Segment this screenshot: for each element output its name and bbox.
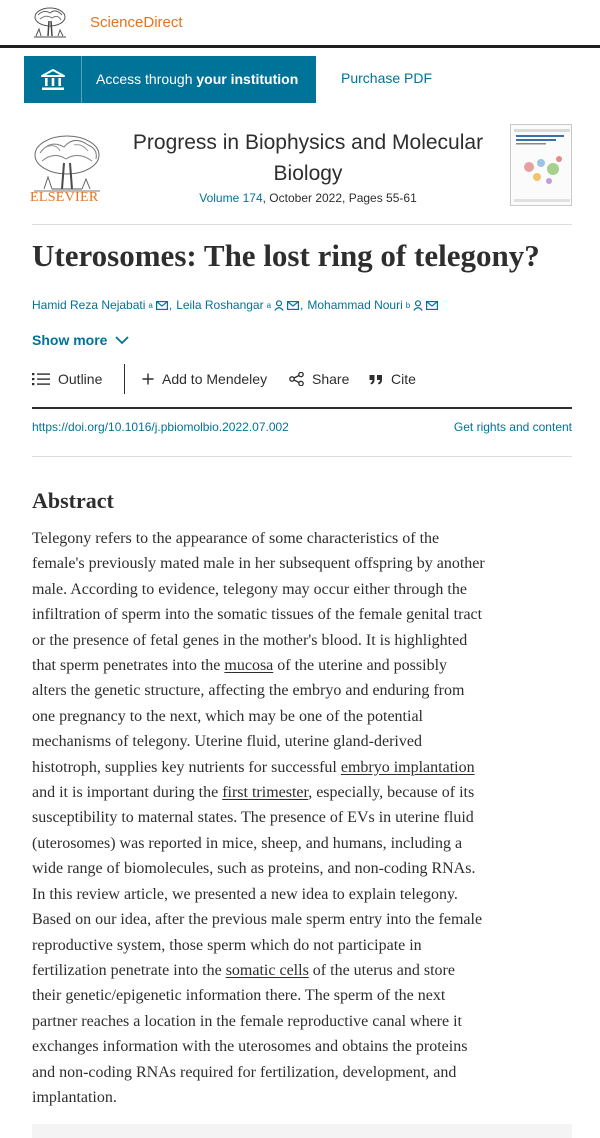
glossary-term-link[interactable]: embryo implantation: [340, 758, 475, 776]
person-icon[interactable]: [274, 300, 284, 311]
share-icon: [289, 372, 304, 386]
site-header: [0, 0, 600, 46]
sciencedirect-brand[interactable]: ScienceDirect: [90, 14, 183, 31]
abstract-line: male. According to evidence, telegony may occur either through the: [32, 580, 467, 598]
abstract-line: fertilization penetrate into the somatic cells of the uterus and store: [32, 961, 455, 979]
abstract-line: alters the genetic structure, affecting the embryo and enduring from: [32, 682, 465, 700]
abstract-line: Telegony refers to the appearance of some characteristics of the: [32, 530, 440, 547]
toolbar-bottom-rule: [32, 407, 572, 409]
person-icon[interactable]: [413, 300, 423, 311]
cite-button[interactable]: Cite: [369, 371, 416, 387]
journal-title[interactable]: Progress in Biophysics and Molecular Biology: [132, 131, 484, 185]
show-more-button[interactable]: Show more: [32, 332, 129, 348]
author-link[interactable]: Leila Roshangar a: [176, 298, 299, 312]
institution-icon: [24, 56, 82, 103]
abstract-line: partner reaches a location in the female reproductive canal where it: [32, 1012, 462, 1030]
access-through-institution-button[interactable]: [24, 56, 316, 103]
author-list: [32, 298, 438, 312]
abstract-line: and non-coding RNAs required for fertilization, development, and: [32, 1063, 457, 1081]
doi-divider: [32, 456, 572, 457]
doi-link[interactable]: https://doi.org/10.1016/j.pbiomolbio.2022.07.002: [32, 420, 289, 434]
email-icon[interactable]: [287, 301, 299, 310]
abstract-line: or the presence of fetal genes in the mother's blood. It is highlighted: [32, 631, 468, 649]
email-icon[interactable]: [156, 301, 168, 310]
list-icon: [32, 372, 50, 386]
abstract-line: one pregnancy to the next, which may be one of the potential: [32, 707, 423, 725]
abstract-line: and it is important during the first trimester, especially, because of its: [32, 784, 475, 802]
abstract-line: wide range of biomolecules, such as proteins, and non-coding RNAs.: [32, 860, 476, 878]
share-button[interactable]: Share: [289, 371, 349, 387]
abstract-line: their genetic/epigenetic information there. The sperm of the next: [32, 987, 446, 1005]
author-separator: ,: [168, 298, 173, 312]
article-title: Uterosomes: The lost ring of telegony?: [32, 238, 540, 273]
chevron-down-icon: [115, 336, 129, 345]
abstract-line: In this review article, we presented a new idea to explain telegony.: [32, 885, 458, 903]
journal-cover-thumbnail[interactable]: [510, 124, 572, 206]
access-label: Access through your institution: [96, 71, 299, 87]
abstract-line: infiltration of sperm into the somatic tissues of the female genital tract: [32, 606, 483, 624]
journal-divider: [32, 224, 572, 225]
volume-link[interactable]: Volume 174: [199, 191, 263, 205]
outline-button[interactable]: Outline: [32, 371, 102, 387]
glossary-term-link[interactable]: mucosa: [224, 657, 274, 675]
abstract-line: that sperm penetrates into the mucosa of the uterine and possibly: [32, 657, 448, 675]
author-link[interactable]: Mohammad Nouri b: [307, 298, 438, 312]
glossary-term-link[interactable]: somatic cells: [225, 961, 309, 979]
plus-icon: [142, 373, 154, 385]
abstract-text: [32, 526, 577, 1110]
abstract-line: Based on our idea, after the previous male sperm entry into the female: [32, 911, 483, 929]
abstract-line: female's previously mated male in her subsequent offspring by another: [32, 555, 485, 573]
header-divider: [0, 45, 600, 48]
elsevier-tree-icon[interactable]: [30, 5, 70, 41]
get-rights-link[interactable]: Get rights and content: [453, 420, 572, 434]
quote-icon: [369, 374, 383, 385]
abstract-line: exchanges information with the uterosomes and obtains the proteins: [32, 1038, 468, 1056]
abstract-line: (uterosomes) was reported in mice, sheep, and humans, including a: [32, 834, 463, 852]
email-icon[interactable]: [426, 301, 438, 310]
abstract-line: implantation.: [32, 1088, 117, 1106]
abstract-line: mechanisms of telegony. Uterine fluid, uterine gland-derived: [32, 733, 422, 751]
add-to-mendeley-button[interactable]: Add to Mendeley: [142, 371, 267, 387]
abstract-line: reproductive system, those sperm which do not participate in: [32, 936, 422, 954]
abstract-line: susceptibility to maternal states. The presence of EVs in uterine fluid: [32, 809, 474, 827]
toolbar-divider: [124, 364, 125, 394]
abstract-heading: Abstract: [32, 488, 114, 513]
author-separator: ,: [300, 298, 304, 312]
article-toolbar: [32, 364, 572, 396]
author-link[interactable]: Hamid Reza Nejabati a: [32, 298, 168, 312]
purchase-pdf-link[interactable]: Purchase PDF: [341, 70, 433, 86]
glossary-term-link[interactable]: first trimester: [222, 784, 309, 802]
abstract-line: histotroph, supplies key nutrients for successful embryo implantation: [32, 758, 475, 776]
journal-issue-info: Volume 174, October 2022, Pages 55-61: [199, 191, 417, 205]
next-section-box: [32, 1124, 572, 1138]
elsevier-wordmark: ELSEVIER: [30, 190, 99, 205]
